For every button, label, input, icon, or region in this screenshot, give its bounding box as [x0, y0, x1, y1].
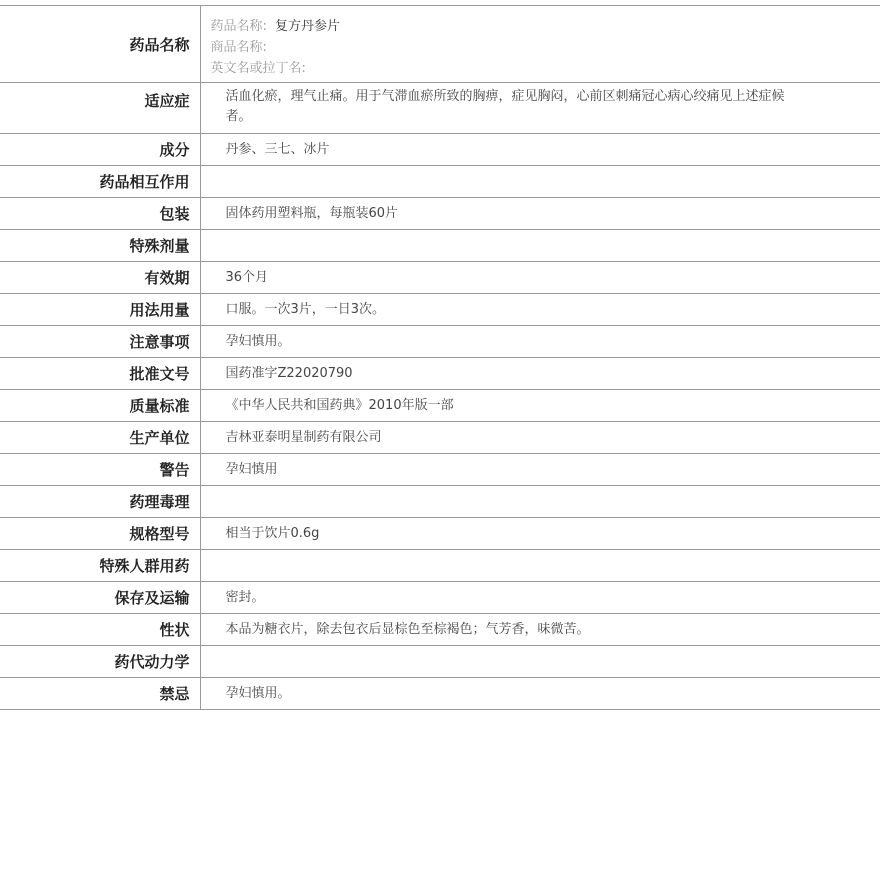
table-row-special-populations — [0, 550, 880, 582]
table-row-storage — [0, 582, 880, 614]
row-value: 孕妇慎用。 — [200, 678, 880, 710]
table-row-quality-standard — [0, 390, 880, 422]
table-row-pharmacology — [0, 486, 880, 518]
row-value: 相当于饮片0.6g — [200, 518, 880, 550]
row-label: 药代动力学 — [0, 646, 200, 678]
table-row-packaging — [0, 198, 880, 230]
table-row-contraindications — [0, 678, 880, 710]
row-label: 有效期 — [0, 262, 200, 294]
row-label: 药品相互作用 — [0, 166, 200, 198]
row-value: 孕妇慎用 — [200, 454, 880, 486]
table-row-ingredients — [0, 134, 880, 166]
row-label: 性状 — [0, 614, 200, 646]
row-label: 注意事项 — [0, 326, 200, 358]
table-row-special-dosage — [0, 230, 880, 262]
english-name-line — [211, 58, 880, 79]
table-row-description — [0, 614, 880, 646]
generic-name-value: 复方丹参片 — [275, 19, 341, 34]
row-label: 特殊人群用药 — [0, 550, 200, 582]
row-value — [200, 646, 880, 678]
row-value: 丹参、三七、冰片 — [200, 134, 880, 166]
row-value: 36个月 — [200, 262, 880, 294]
generic-name-line — [211, 16, 880, 37]
row-label: 质量标准 — [0, 390, 200, 422]
table-row-shelf-life — [0, 262, 880, 294]
row-value — [200, 486, 880, 518]
table-row-warning — [0, 454, 880, 486]
row-value: 本品为糖衣片，除去包衣后显棕色至棕褐色；气芳香，味微苦。 — [200, 614, 880, 646]
table-row-pharmacokinetics — [0, 646, 880, 678]
trade-name-line — [211, 37, 880, 58]
row-label: 保存及运输 — [0, 582, 200, 614]
trade-name-key: 商品名称: — [210, 40, 267, 55]
drug-name-cell — [200, 6, 880, 83]
row-value: 国药准字Z22020790 — [200, 358, 880, 390]
row-label: 药理毒理 — [0, 486, 200, 518]
row-label: 成分 — [0, 134, 200, 166]
table-row-interactions — [0, 166, 880, 198]
drug-spec-table — [0, 5, 880, 710]
generic-name-key: 药品名称: — [210, 19, 267, 34]
row-value: 固体药用塑料瓶，每瓶装60片 — [200, 198, 880, 230]
table-row-drug-name — [0, 6, 880, 83]
table-row-approval-number — [0, 358, 880, 390]
row-label: 警告 — [0, 454, 200, 486]
row-label: 特殊剂量 — [0, 230, 200, 262]
row-value: 密封。 — [200, 582, 880, 614]
table-row-dosage — [0, 294, 880, 326]
row-label: 批准文号 — [0, 358, 200, 390]
row-value: 孕妇慎用。 — [200, 326, 880, 358]
row-label: 药品名称 — [0, 6, 200, 83]
english-name-key: 英文名或拉丁名: — [210, 61, 306, 76]
row-value: 活血化瘀，理气止痛。用于气滞血瘀所致的胸痹，症见胸闷，心前区刺痛冠心病心绞痛见上述症候者。 — [200, 83, 880, 134]
row-label: 包装 — [0, 198, 200, 230]
table-row-manufacturer — [0, 422, 880, 454]
table-row-specification — [0, 518, 880, 550]
row-label: 生产单位 — [0, 422, 200, 454]
row-label: 禁忌 — [0, 678, 200, 710]
row-value: 口服。一次3片，一日3次。 — [200, 294, 880, 326]
row-value — [200, 166, 880, 198]
row-label: 用法用量 — [0, 294, 200, 326]
table-row-precautions — [0, 326, 880, 358]
row-label: 适应症 — [0, 83, 200, 134]
row-value: 《中华人民共和国药典》2010年版一部 — [200, 390, 880, 422]
row-value: 吉林亚泰明星制药有限公司 — [200, 422, 880, 454]
row-label: 规格型号 — [0, 518, 200, 550]
row-value — [200, 550, 880, 582]
row-value — [200, 230, 880, 262]
table-row-indications — [0, 83, 880, 134]
